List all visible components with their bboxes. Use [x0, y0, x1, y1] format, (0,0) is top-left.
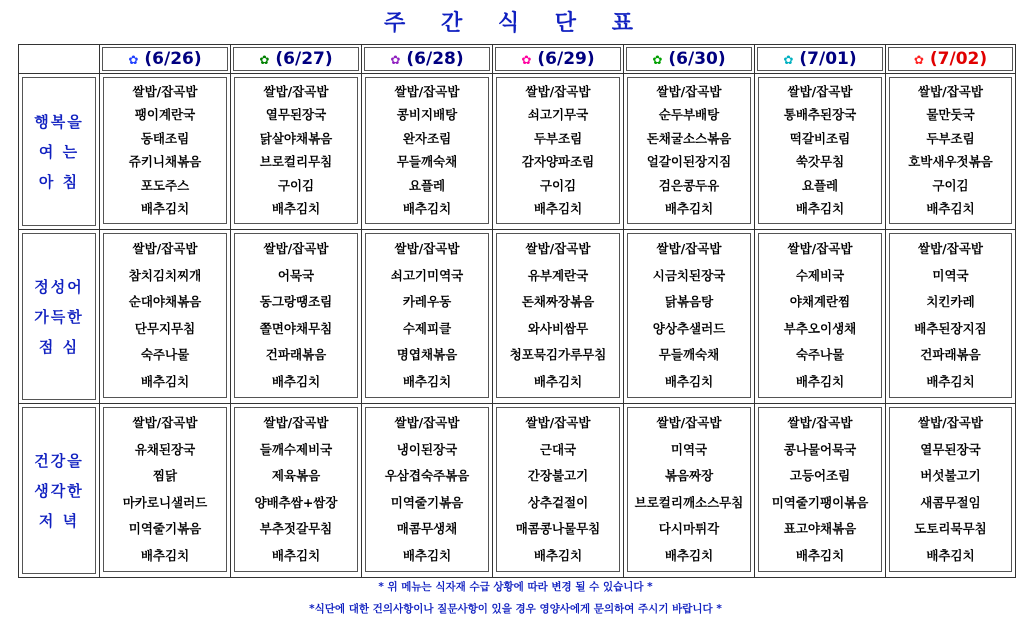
dish-item: 배추김치: [926, 547, 975, 563]
dish-item: 호박새우젓볶음: [908, 154, 993, 170]
dish-item: 감자양파조림: [521, 154, 595, 170]
menu-cell: [755, 404, 886, 578]
menu-cell: [755, 230, 886, 404]
day-label: (7/01): [799, 49, 857, 69]
menu-cell: [493, 404, 624, 578]
meal-label-cell: [19, 230, 100, 404]
dish-item: 배추김치: [795, 547, 845, 563]
dish-item: 참치김치찌개: [128, 267, 202, 283]
dish-item: 표고야채볶음: [783, 521, 857, 537]
dish-item: 열무된장국: [265, 107, 327, 123]
dish-item: 유채된장국: [134, 441, 196, 457]
day-header: [755, 45, 886, 74]
dish-item: 미역줄기볶음: [390, 494, 464, 510]
dish-item: 찜닭: [152, 468, 178, 484]
dish-item: 닭볶음탕: [664, 294, 714, 310]
dish-item: 포도주스: [140, 177, 190, 193]
dish-item: 떡갈비조림: [789, 130, 851, 146]
menu-cell: [362, 230, 493, 404]
dish-item: 배추김치: [664, 201, 714, 217]
dish-item: 배추김치: [140, 201, 190, 217]
dish-item: 마카로니샐러드: [122, 494, 208, 510]
dish-item: 구이김: [539, 177, 577, 193]
flower-icon: ✿: [259, 53, 270, 67]
dish-item: 고등어조림: [789, 468, 851, 484]
dish-item: 쌀밥/잡곡밥: [263, 241, 329, 257]
dish-item: 버섯불고기: [920, 468, 981, 484]
dish-item: 매콤콩나물무침: [515, 521, 601, 537]
dish-item: 카레우동: [402, 294, 452, 310]
dish-item: 열무된장국: [920, 441, 981, 457]
flower-icon: ✿: [783, 53, 794, 67]
dish-item: 순대야채볶음: [128, 294, 202, 310]
dish-item: 양배추쌈+쌈장: [254, 494, 338, 510]
dish-item: 구이김: [932, 177, 969, 193]
dish-item: 쑥갓무침: [795, 154, 845, 170]
meal-label: 건강을: [34, 451, 84, 470]
dish-item: 통배추된장국: [783, 107, 857, 123]
dish-item: 배추김치: [140, 373, 190, 389]
dish-item: 배추김치: [926, 373, 975, 389]
dish-item: 우삼겹숙주볶음: [384, 468, 470, 484]
dish-item: 배추김치: [271, 201, 321, 217]
dish-item: 배추김치: [533, 373, 583, 389]
dish-item: 쇠고기무국: [527, 107, 589, 123]
dish-item: 팽이계란국: [134, 107, 196, 123]
dish-item: 매콤무생채: [396, 521, 458, 537]
dish-item: 와사비쌈무: [527, 320, 589, 336]
meal-label: 아 침: [38, 172, 80, 191]
meal-row: [19, 404, 1016, 578]
dish-item: 무들깨숙채: [658, 347, 720, 363]
dish-item: 어묵국: [277, 267, 315, 283]
meal-row: [19, 230, 1016, 404]
notice-contact-nutritionist: *식단에 대한 건의사항이나 질문사항이 있을 경우 영양사에게 문의하여 주시기 바랍니다 *: [309, 603, 722, 615]
dish-item: 숙주나물: [795, 347, 845, 363]
dish-item: 쌀밥/잡곡밥: [787, 83, 853, 99]
dish-item: 얼갈이된장지짐: [646, 154, 732, 170]
day-label: (6/28): [406, 49, 464, 69]
day-header-row: [19, 45, 1016, 74]
dish-item: 브로컬리깨소스무침: [634, 494, 744, 510]
dish-item: 쌀밥/잡곡밥: [656, 415, 722, 431]
dish-item: 간장불고기: [527, 468, 589, 484]
dish-item: 볶음짜장: [664, 468, 714, 484]
dish-item: 들깨수제비국: [259, 441, 333, 457]
menu-cell: [231, 74, 362, 230]
dish-item: 배추김치: [140, 547, 190, 563]
dish-item: 단무지무침: [134, 320, 196, 336]
dish-item: 쌀밥/잡곡밥: [394, 415, 460, 431]
dish-item: 쌀밥/잡곡밥: [918, 83, 983, 99]
menu-cell: [755, 74, 886, 230]
dish-item: 배추김치: [664, 373, 714, 389]
dish-item: 쌀밥/잡곡밥: [394, 241, 460, 257]
dish-item: 청포묵김가루무침: [509, 347, 607, 363]
flower-icon: ✿: [913, 53, 924, 67]
dish-item: 브로컬리무침: [259, 154, 333, 170]
dish-item: 쌀밥/잡곡밥: [132, 415, 198, 431]
dish-item: 쌀밥/잡곡밥: [656, 241, 722, 257]
dish-item: 도토리묵무침: [914, 521, 987, 537]
menu-cell: [886, 404, 1016, 578]
menu-cell: [624, 74, 755, 230]
menu-cell: [231, 230, 362, 404]
dish-item: 새콤무절임: [920, 494, 981, 510]
day-header: [231, 45, 362, 74]
dish-item: 두부조림: [533, 130, 583, 146]
dish-item: 무들깨숙채: [396, 154, 458, 170]
dish-item: 배추김치: [533, 547, 583, 563]
day-label: (6/27): [275, 49, 333, 69]
dish-item: 완자조림: [402, 130, 452, 146]
day-label: (6/29): [537, 49, 595, 69]
dish-item: 배추된장지짐: [914, 320, 987, 336]
dish-item: 요플레: [801, 177, 839, 193]
dish-item: 검은콩두유: [658, 177, 720, 193]
dish-item: 양상추샐러드: [652, 320, 726, 336]
day-header: [624, 45, 755, 74]
dish-item: 동태조림: [140, 130, 190, 146]
menu-cell: [100, 404, 231, 578]
dish-item: 두부조림: [926, 130, 975, 146]
dish-item: 명엽채볶음: [396, 347, 458, 363]
dish-item: 쌀밥/잡곡밥: [132, 83, 198, 99]
dish-item: 건파래볶음: [920, 347, 981, 363]
meal-label: 정성어: [34, 277, 84, 296]
notice-menu-change: * 위 메뉴는 식자재 수급 상황에 따라 변경 될 수 있습니다 *: [378, 581, 653, 593]
day-label: (6/26): [144, 49, 202, 69]
dish-item: 근대국: [539, 441, 577, 457]
dish-item: 미역줄기볶음: [128, 521, 202, 537]
dish-item: 배추김치: [533, 201, 583, 217]
dish-item: 배추김치: [271, 547, 321, 563]
day-label: (6/30): [668, 49, 726, 69]
dish-item: 제육볶음: [271, 468, 321, 484]
meal-label: 여 는: [38, 142, 80, 161]
meal-label: 생각한: [34, 481, 84, 500]
dish-item: 미역국: [670, 441, 708, 457]
dish-item: 건파래볶음: [265, 347, 327, 363]
flower-icon: ✿: [390, 53, 401, 67]
dish-item: 미역국: [932, 267, 969, 283]
dish-item: 닭살야채볶음: [259, 130, 333, 146]
menu-cell: [886, 74, 1016, 230]
dish-item: 부추오이생채: [783, 320, 857, 336]
dish-item: 배추김치: [402, 547, 452, 563]
dish-item: 쥬키니채볶음: [128, 154, 202, 170]
dish-item: 쌀밥/잡곡밥: [787, 241, 853, 257]
day-header: [100, 45, 231, 74]
dish-item: 배추김치: [795, 373, 845, 389]
meal-label: 행복을: [34, 112, 84, 131]
dish-item: 동그랑땡조림: [259, 294, 333, 310]
corner-cell: [19, 45, 100, 74]
flower-icon: ✿: [128, 53, 139, 67]
flower-icon: ✿: [652, 53, 663, 67]
meal-label-cell: [19, 74, 100, 230]
dish-item: 순두부배탕: [658, 107, 720, 123]
dish-item: 야채계란찜: [789, 294, 851, 310]
dish-item: 배추김치: [795, 201, 845, 217]
menu-cell: [100, 74, 231, 230]
dish-item: 쌀밥/잡곡밥: [525, 83, 591, 99]
dish-item: 배추김치: [926, 201, 975, 217]
menu-cell: [624, 404, 755, 578]
day-label: (7/02): [929, 49, 988, 69]
dish-item: 냉이된장국: [396, 441, 458, 457]
dish-item: 쇠고기미역국: [390, 267, 464, 283]
meal-row: [19, 74, 1016, 230]
meal-label: 저 녁: [38, 511, 80, 530]
dish-item: 배추김치: [402, 373, 452, 389]
dish-item: 숙주나물: [140, 347, 190, 363]
dish-item: 요플레: [408, 177, 446, 193]
menu-cell: [362, 74, 493, 230]
dish-item: 시금치된장국: [652, 267, 726, 283]
dish-item: 수제피클: [402, 320, 452, 336]
flower-icon: ✿: [521, 53, 532, 67]
dish-item: 쌀밥/잡곡밥: [132, 241, 198, 257]
menu-cell: [493, 74, 624, 230]
dish-item: 콩비지배탕: [396, 107, 458, 123]
menu-cell: [231, 404, 362, 578]
dish-item: 구이김: [277, 177, 315, 193]
menu-cell: [624, 230, 755, 404]
dish-item: 쌀밥/잡곡밥: [787, 415, 853, 431]
dish-item: 물만둣국: [926, 107, 975, 123]
dish-item: 돈채굴소스볶음: [646, 130, 732, 146]
dish-item: 미역줄기팽이볶음: [771, 494, 869, 510]
dish-item: 쌀밥/잡곡밥: [918, 415, 983, 431]
day-header: [362, 45, 493, 74]
weekly-menu-table: [18, 44, 1016, 578]
dish-item: 수제비국: [795, 267, 845, 283]
menu-cell: [100, 230, 231, 404]
dish-item: 쌀밥/잡곡밥: [394, 83, 460, 99]
dish-item: 콩나물어묵국: [783, 441, 857, 457]
menu-cell: [493, 230, 624, 404]
dish-item: 쌀밥/잡곡밥: [525, 241, 591, 257]
dish-item: 배추김치: [402, 201, 452, 217]
meal-label-cell: [19, 404, 100, 578]
dish-item: 배추김치: [664, 547, 714, 563]
dish-item: 쌀밥/잡곡밥: [656, 83, 722, 99]
dish-item: 상추겉절이: [527, 494, 589, 510]
dish-item: 유부계란국: [527, 267, 589, 283]
day-header: [886, 45, 1016, 74]
dish-item: 쌀밥/잡곡밥: [263, 83, 329, 99]
meal-label: 점 심: [38, 337, 80, 356]
menu-cell: [362, 404, 493, 578]
dish-item: 다시마튀각: [658, 521, 720, 537]
dish-item: 배추김치: [271, 373, 321, 389]
dish-item: 쌀밥/잡곡밥: [918, 241, 983, 257]
dish-item: 돈채짜장볶음: [521, 294, 595, 310]
dish-item: 쫄면야채무침: [259, 320, 333, 336]
dish-item: 부추젓갈무침: [259, 521, 333, 537]
dish-item: 쌀밥/잡곡밥: [525, 415, 591, 431]
day-header: [493, 45, 624, 74]
meal-label: 가득한: [34, 307, 84, 326]
dish-item: 치킨카레: [926, 294, 975, 310]
menu-cell: [886, 230, 1016, 404]
page-title: 주 간 식 단 표: [384, 11, 647, 36]
dish-item: 쌀밥/잡곡밥: [263, 415, 329, 431]
